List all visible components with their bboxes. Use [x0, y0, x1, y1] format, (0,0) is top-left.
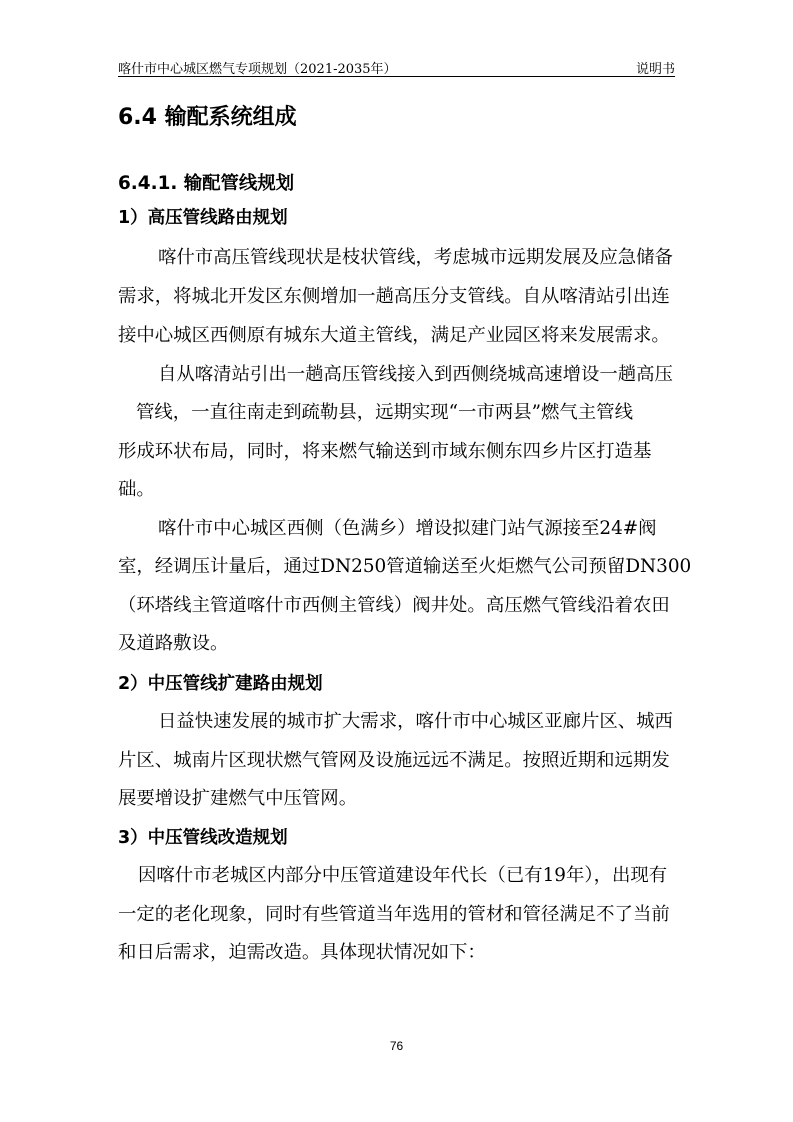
header-document-title: 喀什市中心城区燃气专项规划（2021-2035年）	[118, 62, 397, 77]
paragraph-line: 展要增设扩建燃气中压管网。	[118, 788, 358, 809]
part1-heading: 1）高压管线路由规划	[118, 208, 288, 228]
part3-heading: 3）中压管线改造规划	[118, 828, 288, 848]
page-header	[118, 56, 675, 76]
paragraph-line: 和日后需求，迫需改造。具体现状情况如下：	[118, 942, 486, 963]
paragraph-line: 一定的老化现象，同时有些管道当年选用的管材和管径满足不了当前	[118, 904, 670, 925]
paragraph-line: 础。	[118, 479, 155, 500]
paragraph-line: 管线，一直往南走到疏勒县，远期实现“一市两县”燃气主管线	[136, 402, 633, 423]
header-document-type: 说明书	[635, 62, 675, 77]
paragraph-line: 接中心城区西侧原有城东大道主管线，满足产业园区将来发展需求。	[118, 325, 670, 346]
page-number: 76	[389, 1039, 404, 1053]
paragraph-line: 日益快速发展的城市扩大需求，喀什市中心城区亚廊片区、城西	[158, 711, 673, 732]
paragraph-line: 喀什市中心城区西侧（色满乡）增设拟建门站气源接至24#阀	[158, 518, 657, 539]
paragraph-line: （环塔线主管道喀什市西侧主管线）阀井处。高压燃气管线沿着农田	[118, 595, 670, 616]
paragraph-line: 形成环状布局，同时，将来燃气输送到市域东侧东四乡片区打造基	[118, 441, 652, 462]
section-heading: 6.4 输配系统组成	[118, 105, 297, 130]
paragraph-line: 自从喀清站引出一趟高压管线接入到西侧绕城高速增设一趟高压	[158, 364, 673, 385]
paragraph-line: 因喀什市老城区内部分中压管道建设年代长（已有19年），出现有	[138, 865, 668, 886]
paragraph-line: 需求，将城北开发区东侧增加一趟高压分支管线。自从喀清站引出连	[118, 286, 670, 307]
part2-heading: 2）中压管线扩建路由规划	[118, 674, 323, 694]
paragraph-line: 室，经调压计量后，通过DN250管道输送至火炬燃气公司预留DN300	[118, 556, 692, 577]
header-rule	[118, 76, 675, 77]
paragraph-line: 及道路敷设。	[118, 633, 229, 654]
paragraph-line: 片区、城南片区现状燃气管网及设施远远不满足。按照近期和远期发	[118, 750, 670, 771]
subsection-heading: 6.4.1. 输配管线规划	[118, 173, 295, 194]
paragraph-line: 喀什市高压管线现状是枝状管线，考虑城市远期发展及应急储备	[158, 247, 673, 268]
